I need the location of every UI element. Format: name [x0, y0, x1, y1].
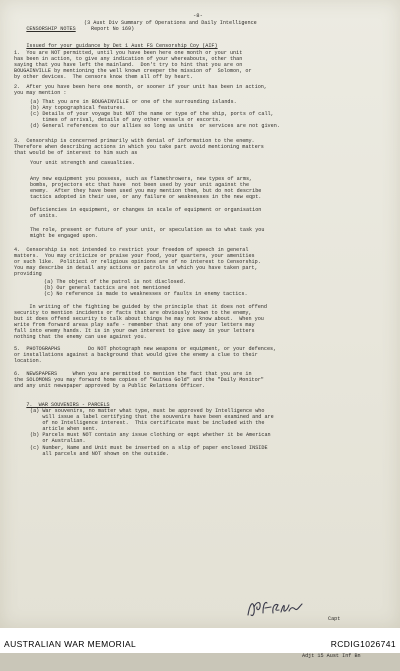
para7-heading-text: 7. WAR SOUVENIRS - PARCELS [26, 402, 110, 409]
sig-appointment: Adjt 15 Aust Inf Bn [302, 652, 361, 659]
para2-item-line: (d) General references to our allies so long as units or services are not given. [30, 123, 280, 130]
para2-item-line: (c) Details of your voyage but NOT the name or type of the ship, ports of call, [30, 111, 274, 118]
paragraph-4-continued [14, 304, 267, 341]
para4-item-line: (a) The object of the patrol is not disclosed. [44, 279, 186, 285]
para4-cont-line: fall into enemy hands. It is in your own interest to give away in your letters [14, 328, 255, 335]
paragraph-6-newspapers [14, 371, 264, 389]
para7-item-line: (a) War souvenirs, no matter what type, must be approved by Intelligence who [30, 408, 265, 414]
para4-line: You may describe in detail any actions or patrols in which you have taken part, [14, 265, 258, 272]
para7-item-line: or Australian. [30, 438, 86, 445]
para3-item2-line: enemy. After they have been used you may mention them, but do not describe [30, 188, 262, 195]
para5-line: or installations against a background that would give the enemy a clue to their [14, 352, 258, 359]
paragraph-1 [14, 50, 252, 80]
paragraph-4 [14, 247, 261, 277]
para6-line: and any unit newspaper approved by a Public Relations Officer. [14, 383, 206, 390]
paragraph-2-intro [14, 84, 267, 96]
para7-item-line: article when sent. [30, 426, 98, 433]
para3-item-deficiencies [30, 207, 261, 219]
para2-item-line: times of arrival, details of any other vessels or escorts. [30, 117, 222, 124]
para5-line: location. [14, 358, 42, 365]
para3-item3-line: of units. [30, 213, 58, 220]
paragraph-5-photographs [14, 346, 276, 364]
page-number: -8- [193, 12, 203, 19]
para3-item4-line: The role, present or future of your unit, or speculation as to what task you [30, 227, 265, 233]
paragraph-7-items [30, 408, 274, 457]
para4-item-line: (c) No reference is made to weaknesses or faults in enemy tactics. [44, 291, 248, 298]
para3-line: 3. Censorship is concerned primarily with denial of information to the enemy. [14, 138, 255, 144]
header-source-2: Report No 169) [91, 26, 135, 32]
para2-intro-line: you may mention : [14, 90, 67, 97]
para4-cont-line: but it does offend security to talk about things he may not know about. When you [14, 316, 264, 323]
para7-item-line: (c) Number, Name and Unit must be inserted on a slip of paper enclosed INSIDE [30, 444, 268, 451]
para7-item-line: (b) Parcels must NOT contain any issue clothing or eqpt whether it be American [30, 432, 271, 439]
para7-item-line: all parcels and NOT shown on the outside. [30, 450, 169, 457]
para1-line: by other devices. The censors know them all off by heart. [14, 74, 193, 81]
footer-bar [0, 628, 400, 653]
header-source-1: (3 Aust Div Summary of Operations and Daily Intelligence [84, 20, 257, 26]
para3-item3-line: Deficiencies in equipment, or changes in scale of equipment or organisation [30, 207, 262, 213]
para1-line: saying that you have left the mainland. Don't try to hint that you are on [14, 62, 243, 69]
title-text: CENSORSHIP NOTES [26, 26, 76, 33]
para3-item4-line: might be engaged upon. [30, 233, 98, 240]
sig-rank: Capt [328, 616, 341, 623]
para2-item-line: (b) Any topographical features. [30, 105, 126, 112]
para4-line: matters. You may criticize or praise your food, your quarters, your amenities [14, 253, 255, 260]
para4-cont-line: In writing of the fighting be guided by the principle that it does not offend [14, 304, 267, 310]
para3-line: that would be of interest to him such as [14, 150, 138, 157]
paragraph-3 [14, 138, 264, 156]
para4-item-line: (b) Our general tactics are not mentioned [44, 285, 171, 292]
para2-item-line: (a) That you are in BOUGAINVILLE or one of the surrounding islands. [30, 99, 237, 105]
para7-item-line: will issue a label certifying that the souvenirs have been examined and are [30, 414, 274, 421]
para1-line: 1. You are NOT permitted, until you have been here one month or your unit [14, 50, 243, 56]
para4-line: providing [14, 271, 42, 278]
para2-intro-line: 2. After you have been here one month, or sooner if your unit has been in action, [14, 84, 267, 90]
para3-item2-line: bombs, projectors etc that have not been used by your unit against the [30, 182, 250, 189]
para3-item-strength: Your unit strength and casualties. [30, 160, 135, 166]
para1-line: has been in action, to give any indication of your whereabouts, other than [14, 56, 243, 63]
para6-line: 6. NEWSPAPERS When you are permitted to mention the fact that you are in [14, 371, 252, 377]
para3-item2-line: tactics adopted in their use, or any failure or weaknesses in the new eqpt. [30, 194, 262, 201]
footer-record-id: RCDIG1026741 [330, 639, 396, 649]
paragraph-2-items [30, 99, 280, 129]
para4-cont-line: nothing that the enemy can use against you. [14, 334, 147, 341]
paragraph-4-items [44, 279, 248, 297]
para6-line: the SOLOMONS you may forward home copies of "Guinea Gold" and the "Daily Monitor" [14, 377, 264, 384]
para7-item-line: of no Intelligence interest. This certificate must be included with the [30, 420, 265, 427]
para4-cont-line: security to mention incidents or facts that are obviously known to the enemy, [14, 310, 252, 317]
para3-line: Therefore when describing actions in which you take part avoid mentioning matters [14, 144, 264, 151]
footer-institution: AUSTRALIAN WAR MEMORIAL [4, 639, 137, 649]
header-title [14, 20, 76, 38]
para3-item-role [30, 227, 264, 239]
handwritten-signature [245, 595, 305, 621]
para3-item2-line: Any new equipment you possess, such as flamethrowers, new types of arms, [30, 176, 253, 182]
para4-cont-line: write from forward areas play safe - remember that any one of your letters may [14, 322, 255, 329]
para4-line: or such like. Political or religious opinions are of no interest to Censorship. [14, 259, 261, 266]
para4-line: 4. Censorship is not intended to restrict your freedom of speech in general [14, 247, 249, 253]
para5-line: 5. PHOTOGRAPHS Do NOT photograph new weapons or equipment, or your defences, [14, 346, 277, 352]
para1-line: BOUGAINVILLE by mentioning the well known creeper the mission of Solomon, or [14, 68, 252, 75]
para3-item-equipment [30, 176, 261, 200]
issued-by-text: Issued for your guidance by Det 1 Aust FS Censorship Coy (AIF) [26, 43, 218, 50]
